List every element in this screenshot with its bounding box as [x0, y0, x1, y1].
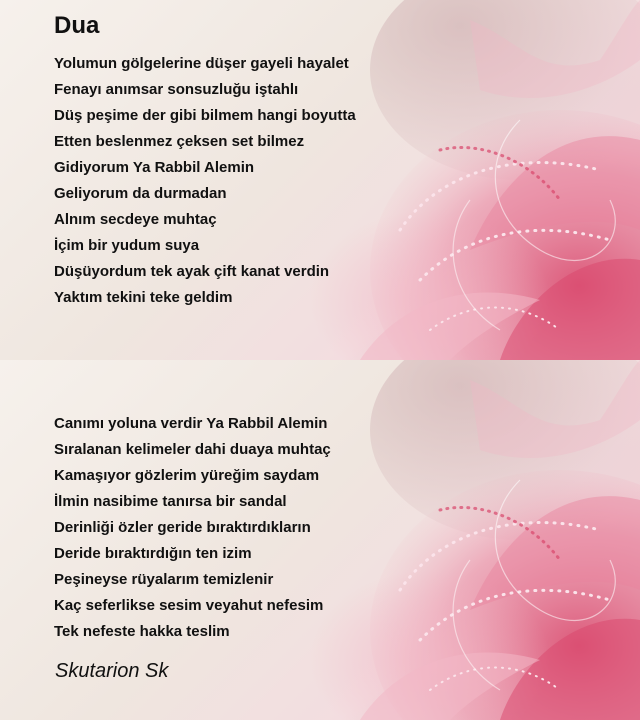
poem-line: Alnım secdeye muhtaç — [54, 211, 217, 228]
stanza-2 — [54, 414, 331, 648]
poem-line: Canımı yoluna verdir Ya Rabbil Alemin — [54, 415, 328, 432]
poem-line: İlmin nasibime tanırsa bir sandal — [54, 493, 287, 510]
poem-line: Kamaşıyor gözlerim yüreğim saydam — [54, 467, 320, 484]
poem-line: Düşüyordum tek ayak çift kanat verdin — [54, 263, 330, 280]
poem-line: Deride bıraktırdığın ten izim — [54, 545, 252, 562]
poem-title: Dua — [54, 12, 100, 39]
author-signature: Skutarion Sk — [55, 660, 169, 682]
poem-line: Gidiyorum Ya Rabbil Alemin — [54, 159, 255, 176]
poem-line: Fenayı anımsar sonsuzluğu iştahlı — [54, 81, 299, 98]
poem-line: İçim bir yudum suya — [54, 237, 200, 254]
poem-line: Yaktım tekini teke geldim — [54, 289, 233, 306]
stanza-1 — [54, 54, 356, 314]
poem-line: Sıralanan kelimeler dahi duaya muhtaç — [54, 441, 331, 458]
poem-line: Kaç seferlikse sesim veyahut nefesim — [54, 597, 324, 614]
poem-line: Peşineyse rüyalarım temizlenir — [54, 571, 274, 588]
poem-line: Geliyorum da durmadan — [54, 185, 227, 202]
poem-line: Derinliği özler geride bıraktırdıkların — [54, 519, 311, 536]
poem-line: Düş peşime der gibi bilmem hangi boyutta — [54, 107, 356, 124]
poem-line: Yolumun gölgelerine düşer gayeli hayalet — [54, 55, 349, 72]
poem-line: Tek nefeste hakka teslim — [54, 623, 230, 640]
poem-line: Etten beslenmez çeksen set bilmez — [54, 133, 305, 150]
